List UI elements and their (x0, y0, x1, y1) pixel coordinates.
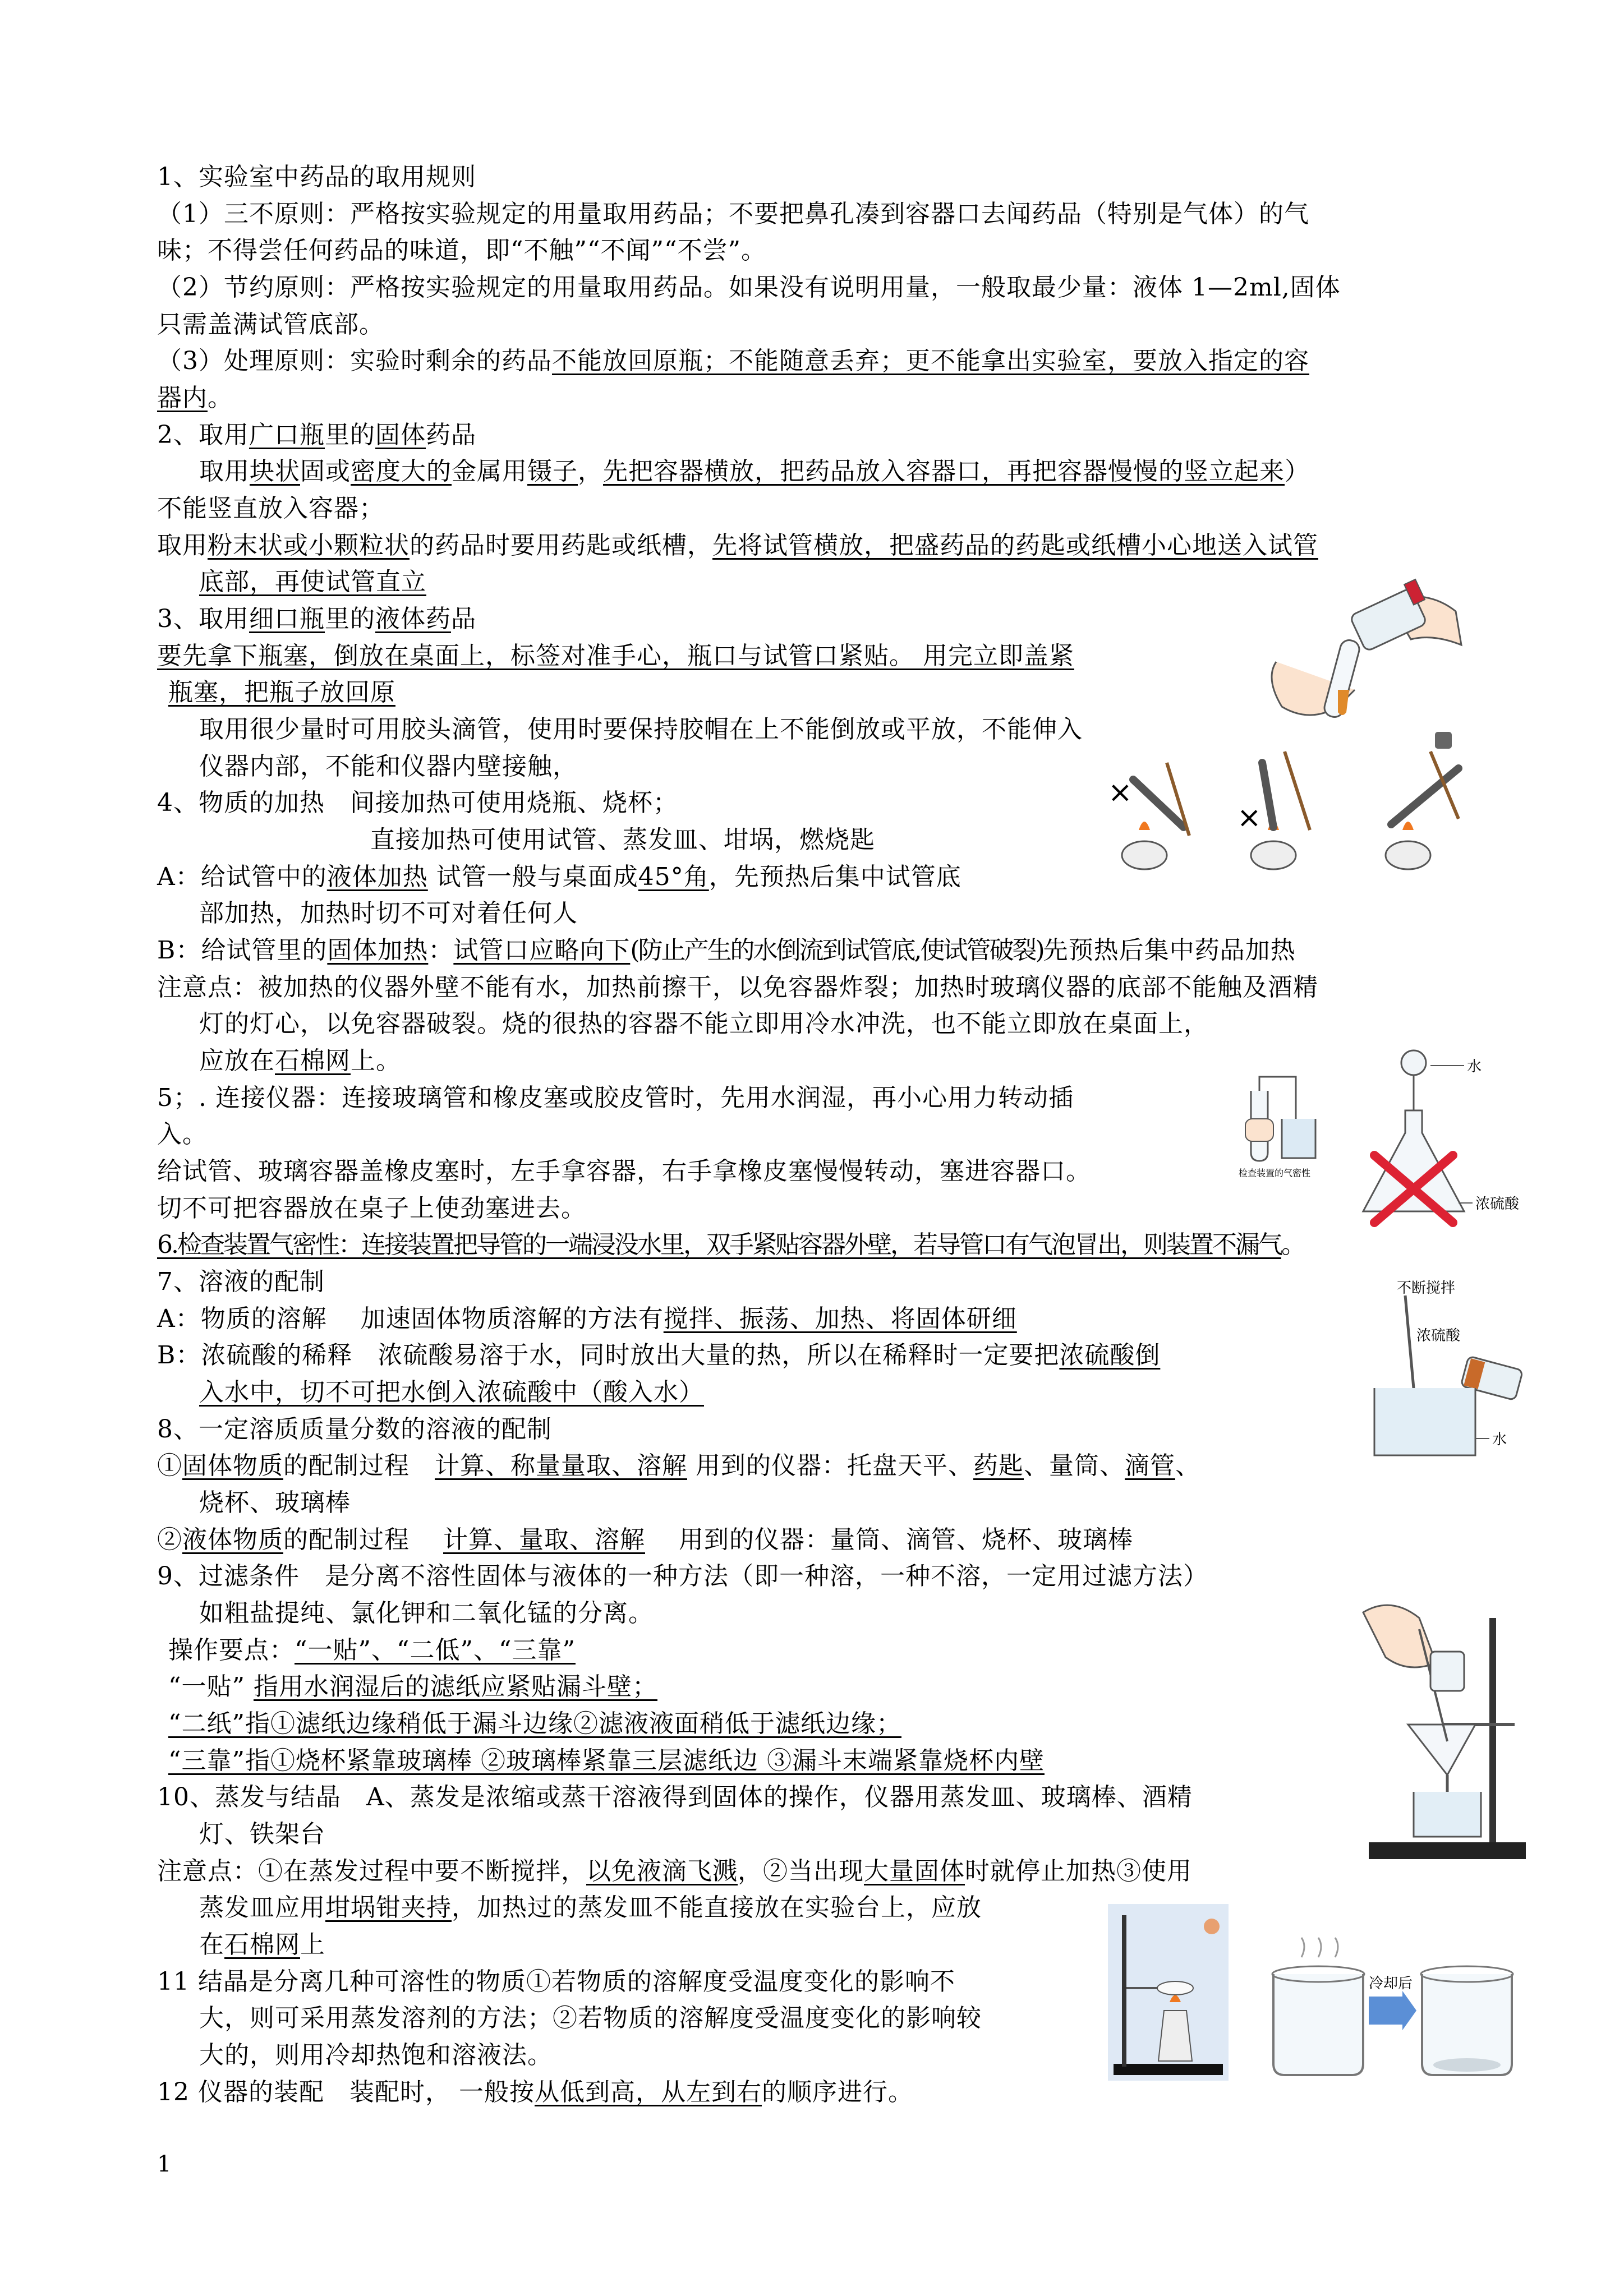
wrong-dilution-figure (1358, 1043, 1543, 1239)
text-segment: 味；不得尝任何药品的味道，即“不触”“不闻”“不尝”。 (157, 236, 766, 265)
text-line (157, 1779, 1193, 1816)
text-segment: 试管口应略向下 (453, 936, 631, 965)
text-line (157, 1337, 1160, 1374)
text-segment: 7、溶液的配制 (157, 1267, 325, 1296)
text-segment: 药品 (426, 421, 476, 449)
text-line (157, 785, 678, 822)
text-segment: 6.检查装置气密性 (157, 1230, 338, 1259)
text-segment: 取用很少量时可用胶头滴管，使用时要保持胶帽在上不能倒放或平放，不能伸入 (199, 715, 1083, 744)
page-number: 1 (157, 2151, 172, 2177)
text-line (157, 1522, 1133, 1559)
text-line (168, 1742, 1045, 1779)
text-line (370, 822, 875, 859)
text-segment: 坩埚钳夹持 (325, 1893, 452, 1922)
text-segment: A：物质的溶解 加速固体物质溶解的方法有 (157, 1304, 664, 1333)
text-segment: “一贴” (168, 1672, 254, 1701)
text-segment: 底部，再使试管直立 (199, 568, 426, 596)
text-segment: 器内 (157, 384, 208, 412)
text-line (199, 1043, 401, 1080)
text-segment: ： (428, 936, 454, 965)
text-segment: 注意点：被加热的仪器外壁不能有水，加热前擦干，以免容器炸裂；加热时玻璃仪器的底部不能触及酒精 (157, 973, 1318, 1002)
text-segment: 取用 (157, 531, 208, 560)
text-line (168, 1668, 657, 1705)
text-segment: （1）三不原则：严格按实验规定的用量取用药品；不要把鼻孔凑到容器口去闻药品（特别是气体）的气 (157, 200, 1309, 228)
text-segment: 上 (300, 1930, 325, 1959)
text-segment: 在 (199, 1930, 224, 1959)
text-line (157, 232, 766, 269)
text-line (157, 159, 476, 196)
text-segment: ，先预热后集中试管底 (709, 863, 961, 891)
text-line (199, 1484, 351, 1522)
text-line (199, 564, 426, 601)
text-segment: 滴管 (1125, 1451, 1175, 1480)
airtightness-check-figure (1234, 1068, 1346, 1181)
text-segment: 广口瓶 (249, 421, 325, 449)
text-segment: 用到的仪器：托盘天平、 (687, 1451, 973, 1480)
text-segment: A：给试管中的 (157, 863, 327, 891)
text-segment: 3、取用 (157, 605, 249, 633)
text-segment: 瓶塞，把瓶子放回原 (168, 678, 395, 707)
text-line (157, 1963, 955, 2000)
text-line (157, 601, 476, 638)
text-line (157, 1853, 1192, 1890)
text-segment: ② (157, 1525, 182, 1554)
text-segment: 先预热后集中药品加热 (1043, 936, 1296, 965)
text-segment: 大量固体 (864, 1857, 965, 1885)
text-line (199, 1595, 654, 1632)
text-segment: 先把容器横放，把药品放入容器口，再把容器慢慢的竖立起来 (603, 457, 1285, 486)
text-line (157, 932, 1296, 969)
text-segment: 上。 (351, 1046, 401, 1075)
text-line (168, 1632, 576, 1669)
text-segment: 计算、称量量取、溶解 (435, 1451, 687, 1480)
text-segment: 的药品时要用药匙或纸槽， (410, 531, 712, 560)
svg-text:×: × (1237, 801, 1262, 835)
text-segment: 切不可把容器放在桌子上使劲塞进去。 (157, 1194, 586, 1223)
text-line (157, 1264, 325, 1301)
text-segment: 1、实验室中药品的取用规则 (157, 163, 476, 191)
text-segment: 里的 (325, 421, 375, 449)
text-segment: 烧杯、玻璃棒 (199, 1488, 351, 1517)
text-segment: 用到的仪器：量筒、滴管、烧杯、玻璃棒 (645, 1525, 1133, 1554)
heating-test-tubes-figure (1099, 729, 1492, 875)
text-segment: 蒸发皿应用 (199, 1893, 325, 1922)
text-line (157, 269, 1341, 306)
text-line (199, 1374, 704, 1411)
text-segment: 的配制过程 (283, 1525, 443, 1554)
text-segment: 5；. 连接仪器：连接玻璃管和橡皮塞或胶皮管时，先用水润湿，再小心用力转动插 (157, 1084, 1074, 1112)
text-segment: 里的 (325, 605, 375, 633)
text-line (157, 969, 1318, 1006)
text-line (157, 1227, 1304, 1264)
text-segment: 从低到高，从左到右 (534, 2078, 762, 2106)
text-segment: 固或 (300, 457, 351, 486)
text-segment: 要先拿下瓶塞，倒放在桌面上，标签对准手心，瓶口与试管口紧贴。 用完立即盖紧 (157, 642, 1074, 670)
text-segment: 取用 (199, 457, 250, 486)
text-line (199, 2037, 553, 2074)
text-segment: B：给试管里的 (157, 936, 328, 965)
text-segment: 4、物质的加热 间接加热可使用烧瓶、烧杯； (157, 789, 678, 817)
conc-acid-label: 浓硫酸 (1475, 1196, 1520, 1212)
text-segment: 灯的灯心，以免容器破裂。烧的很热的容器不能立即用冷水冲洗，也不能立即放在桌面上， (199, 1009, 1209, 1038)
text-segment: 浓硫酸倒 (1059, 1341, 1161, 1370)
text-line (157, 1558, 1208, 1595)
text-segment: 。 (208, 384, 233, 412)
text-line (168, 1705, 901, 1742)
text-segment: 金属用 (452, 457, 527, 486)
text-line (199, 895, 578, 932)
text-segment: 。 (1281, 1230, 1304, 1259)
text-line (199, 1006, 1209, 1043)
text-segment: ，②当出现 (738, 1857, 864, 1885)
text-line (157, 196, 1309, 233)
text-line (157, 1153, 1091, 1190)
stirring-dilution-figure (1363, 1270, 1543, 1472)
text-line (157, 417, 476, 454)
cooling-crystallization-figure (1262, 1935, 1520, 2086)
text-segment: 密度大的 (351, 457, 452, 486)
text-line (199, 1889, 982, 1926)
text-segment: ① (157, 1451, 182, 1480)
water-label: 水 (1467, 1058, 1482, 1075)
text-line (157, 859, 961, 896)
text-segment: 指用水润湿后的滤纸应紧贴漏斗壁； (253, 1672, 657, 1701)
stir-label: 不断搅拌 (1397, 1280, 1456, 1297)
text-line (199, 1926, 325, 1963)
text-segment: 石棉网 (275, 1046, 351, 1075)
text-segment: （3）处理原则：实验时剩余的药品 (157, 347, 552, 375)
text-segment: 液体药 (375, 605, 451, 633)
text-line (157, 306, 384, 343)
text-segment: 固体物质 (182, 1451, 283, 1480)
text-segment: 2、取用 (157, 421, 249, 449)
text-segment: 大的，则用冷却热饱和溶液法。 (199, 2041, 553, 2069)
text-line (157, 1190, 586, 1227)
filtration-figure (1358, 1596, 1537, 1865)
text-segment: 的配制过程 (283, 1451, 435, 1480)
text-segment: 搅拌、振荡、加热、将固体研细 (663, 1304, 1017, 1333)
text-line (199, 748, 578, 785)
svg-text:×: × (1108, 776, 1133, 809)
text-segment: 注意点：①在蒸发过程中要不断搅拌， (157, 1857, 586, 1885)
text-segment: 12 仪器的装配 装配时， 一般按 (157, 2078, 535, 2106)
text-segment: （2）节约原则：严格按实验规定的用量取用药品。如果没有说明用量，一般取最少量：液体 1—2ml,固体 (157, 273, 1341, 302)
text-segment: 液体物质 (182, 1525, 283, 1554)
text-line (157, 1447, 1200, 1484)
text-segment: 入。 (157, 1120, 208, 1149)
text-segment: 液体加热 (326, 863, 428, 891)
correct-heating (1386, 732, 1459, 869)
text-segment: 操作要点： (168, 1636, 295, 1665)
text-segment: 11 结晶是分离几种可溶性的物质①若物质的溶解度受温度变化的影响不 (157, 1967, 955, 1996)
text-segment: 品 (451, 605, 476, 633)
text-segment: ， (578, 457, 603, 486)
text-line (157, 1411, 552, 1448)
text-line (168, 674, 395, 711)
text-segment: 不能竖直放入容器； (157, 494, 384, 523)
water-label-2: 水 (1492, 1431, 1507, 1448)
text-segment: 直接加热可使用试管、蒸发皿、坩埚，燃烧匙 (370, 826, 875, 854)
text-segment: 石棉网 (224, 1930, 300, 1959)
pouring-liquid-figure (1243, 578, 1470, 729)
text-segment: (防止产生的水倒流到试管底,使试管破裂) (630, 936, 1043, 965)
text-segment: 镊子 (527, 457, 578, 486)
text-segment: 以免液滴飞溅 (586, 1857, 738, 1885)
text-segment: 仪器内部，不能和仪器内壁接触， (199, 752, 578, 781)
text-segment: 粉末状或小颗粒状 (208, 531, 410, 560)
text-segment: 给试管、玻璃容器盖橡皮塞时，左手拿容器，右手拿橡皮塞慢慢转动，塞进容器口。 (157, 1157, 1091, 1186)
text-segment: 时就停止加热③使用 (965, 1857, 1192, 1885)
text-segment: “二纸”指①滤纸边缘稍低于漏斗边缘②滤液液面稍低于滤纸边缘； (168, 1709, 901, 1738)
text-segment: “三靠”指①烧杯紧靠玻璃棒 ②玻璃棒紧靠三层滤纸边 ③漏斗末端紧靠烧杯内壁 (168, 1746, 1045, 1775)
wrong-heating-2 (1237, 751, 1310, 869)
text-line (157, 2074, 913, 2111)
text-segment: 部加热，加热时切不可对着任何人 (199, 899, 578, 928)
text-segment: 入水中，切不可把水倒入浓硫酸中（酸入水） (199, 1378, 704, 1407)
text-segment: “一贴”、“二低”、“三靠” (295, 1636, 576, 1665)
text-line (157, 527, 1318, 564)
text-segment: 的顺序进行。 (761, 2078, 913, 2106)
text-line (199, 1816, 325, 1853)
text-segment: 药匙 (973, 1451, 1024, 1480)
text-segment: 细口瓶 (249, 605, 325, 633)
text-segment: 、量筒、 (1024, 1451, 1125, 1480)
cooled-label: 冷却后 (1369, 1975, 1413, 1992)
text-line (157, 343, 1309, 380)
text-segment: 固体加热 (327, 936, 429, 965)
text-line (199, 2000, 982, 2037)
text-segment: 先将试管横放，把盛药品的药匙或纸槽小心地送入试管 (712, 531, 1318, 560)
text-line (157, 638, 1074, 675)
text-segment: 块状 (250, 457, 300, 486)
text-segment: 计算、量取、溶解 (443, 1525, 645, 1554)
conc-acid-label-2: 浓硫酸 (1416, 1327, 1461, 1344)
text-segment: 固体 (375, 421, 426, 449)
text-segment: 45°角 (638, 863, 709, 891)
text-segment: 、 (1175, 1451, 1200, 1480)
text-line (157, 1301, 1017, 1338)
text-segment: 只需盖满试管底部。 (157, 310, 384, 339)
text-segment: 灯、铁架台 (199, 1820, 325, 1848)
text-segment: 9、过滤条件 是分离不溶性固体与液体的一种方法（即一种溶，一种不溶，一定用过滤方法） (157, 1562, 1208, 1590)
text-segment: B：浓硫酸的稀释 浓硫酸易溶于水，同时放出大量的热，所以在稀释时一定要把 (157, 1341, 1060, 1370)
text-segment: ） (1285, 457, 1310, 486)
text-line (157, 380, 233, 417)
airtight-caption: 检查装置的气密性 (1239, 1168, 1311, 1178)
text-segment: 试管一般与桌面成 (427, 863, 638, 891)
text-line (199, 711, 1083, 748)
text-line (157, 1080, 1074, 1117)
text-line (157, 490, 384, 527)
wrong-heating-1 (1108, 763, 1189, 869)
text-segment: 10、蒸发与结晶 A、蒸发是浓缩或蒸干溶液得到固体的操作，仪器用蒸发皿、玻璃棒、酒精 (157, 1783, 1193, 1811)
text-segment: 应放在 (199, 1046, 275, 1075)
evaporation-figure (1108, 1904, 1229, 2081)
text-segment: ，加热过的蒸发皿不能直接放在实验台上，应放 (452, 1893, 982, 1922)
text-segment: 8、一定溶质质量分数的溶液的配制 (157, 1415, 552, 1444)
text-segment: 不能放回原瓶；不能随意丢弃；更不能拿出实验室，要放入指定的容 (552, 347, 1309, 375)
text-line (199, 453, 1310, 490)
text-segment: 大，则可采用蒸发溶剂的方法；②若物质的溶解度受温度变化的影响较 (199, 2004, 982, 2032)
text-line (157, 1116, 208, 1153)
text-segment: ：连接装置把导管的一端浸没水里，双手紧贴容器外壁，若导管口有气泡冒出，则装置不漏气 (338, 1230, 1281, 1259)
text-segment: 如粗盐提纯、氯化钾和二氧化锰的分离。 (199, 1599, 654, 1628)
